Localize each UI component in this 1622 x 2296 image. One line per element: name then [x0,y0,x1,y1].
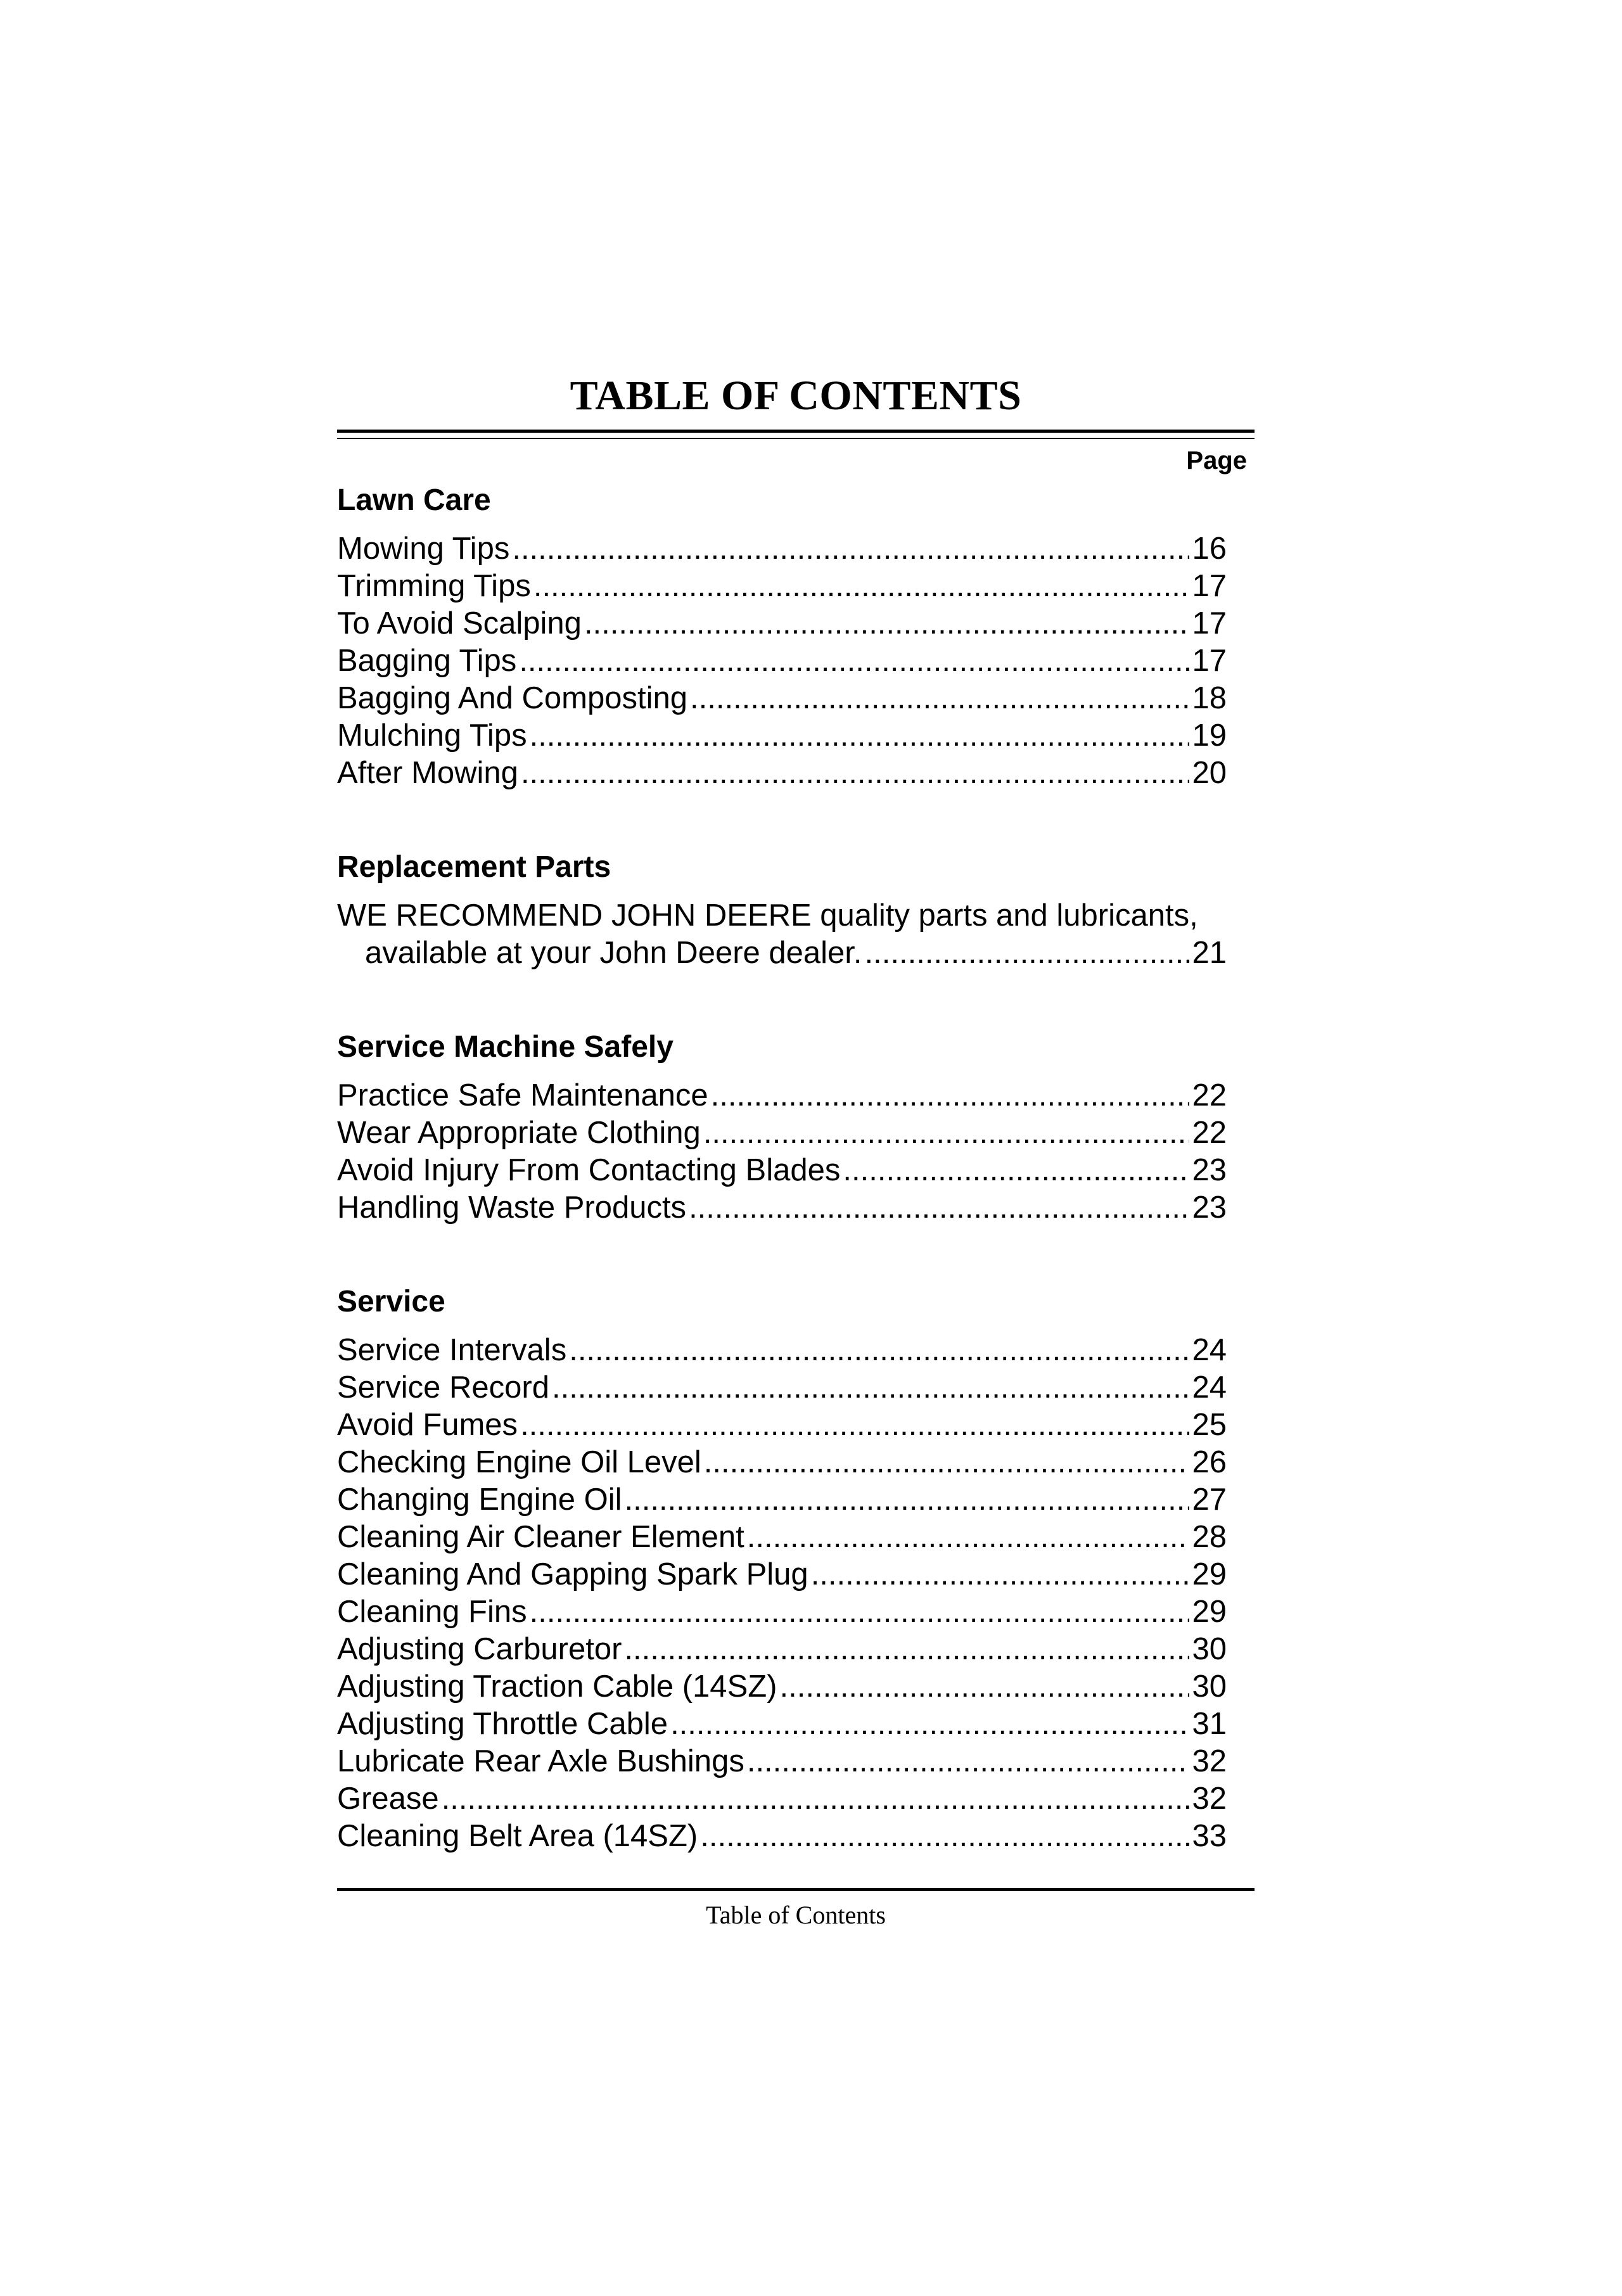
section-heading: Replacement Parts [337,850,611,884]
section-heading: Service Machine Safely [337,1030,674,1064]
toc-entry[interactable] [337,530,1227,568]
toc-entry-page: 25 [1192,1408,1227,1442]
toc-entry-list [337,530,1227,792]
toc-entry-title: Adjusting Traction Cable (14SZ) [337,1669,777,1704]
page-column-label: Page [1186,447,1247,475]
toc-entry-page: 30 [1192,1632,1227,1666]
toc-entry[interactable] [337,1152,1227,1189]
toc-entry-page: 20 [1192,756,1227,790]
toc-entry-title: Practice Safe Maintenance [337,1078,708,1113]
toc-entry[interactable] [337,755,1227,792]
toc-entry-title: Cleaning And Gapping Spark Plug [337,1557,808,1591]
toc-entry-page: 17 [1192,569,1227,603]
toc-entry-page: 17 [1192,606,1227,641]
toc-entry-title: Cleaning Fins [337,1595,527,1629]
toc-entry-title: Service Record [337,1370,549,1405]
toc-entry[interactable] [337,1743,1227,1780]
toc-entry-page: 23 [1192,1153,1227,1187]
dot-leader [690,680,1189,717]
section-heading: Service [337,1285,445,1318]
toc-entry[interactable] [337,717,1227,755]
toc-entry-title: Adjusting Throttle Cable [337,1707,668,1741]
toc-entry-page: 33 [1192,1819,1227,1853]
dot-leader [530,1593,1190,1631]
toc-entry-page: 18 [1192,681,1227,715]
toc-entry-list [337,1332,1227,1855]
toc-entry[interactable] [337,568,1227,605]
toc-entry[interactable] [337,1077,1227,1114]
dot-leader [747,1519,1190,1556]
dot-leader [442,1780,1190,1818]
dot-leader [512,530,1189,568]
toc-entry-page: 31 [1192,1707,1227,1741]
page-title: TABLE OF CONTENTS [570,373,1022,419]
toc-entry[interactable] [337,1114,1227,1152]
toc-entry[interactable] [337,605,1227,642]
toc-entry[interactable] [337,680,1227,717]
toc-entry-title: Wear Appropriate Clothing [337,1116,701,1150]
toc-entry-page: 17 [1192,644,1227,678]
dot-leader [670,1706,1189,1743]
toc-entry-title: Avoid Injury From Contacting Blades [337,1153,841,1187]
dot-leader [519,642,1189,680]
toc-entry[interactable] [337,1406,1227,1444]
toc-entry[interactable] [337,1519,1227,1556]
toc-entry-page: 26 [1192,1445,1227,1479]
dot-leader [689,1189,1189,1227]
toc-entry[interactable] [337,642,1227,680]
dot-leader [843,1152,1189,1189]
toc-page [337,367,1255,1908]
toc-entry[interactable] [337,1332,1227,1369]
toc-entry-page: 27 [1192,1483,1227,1517]
dot-leader [533,568,1190,605]
toc-entry-title: Mulching Tips [337,718,527,753]
dot-leader [569,1332,1189,1369]
dot-leader [711,1077,1190,1114]
toc-entry-page: 22 [1192,1116,1227,1150]
dot-leader [747,1743,1190,1780]
dot-leader [624,1631,1189,1668]
toc-note[interactable] [337,897,1227,972]
toc-entry-page: 16 [1192,532,1227,566]
toc-entry-title: Cleaning Belt Area (14SZ) [337,1819,698,1853]
toc-entry[interactable] [337,1444,1227,1481]
toc-entry[interactable] [337,1481,1227,1519]
dot-leader [521,755,1190,792]
dot-leader [780,1668,1190,1706]
toc-entry-page: 22 [1192,1078,1227,1113]
toc-entry[interactable] [337,1631,1227,1668]
toc-entry[interactable] [337,1593,1227,1631]
toc-entry-title: Trimming Tips [337,569,531,603]
toc-entry-title: available at your John Deere dealer. [365,936,862,970]
toc-entry[interactable] [337,1668,1227,1706]
dot-leader [703,1114,1190,1152]
dot-leader [700,1818,1189,1855]
toc-entry[interactable] [337,1369,1227,1406]
toc-entry-title: Cleaning Air Cleaner Element [337,1520,744,1554]
toc-entry[interactable] [337,1706,1227,1743]
dot-leader [811,1556,1190,1593]
title-double-rule [337,430,1255,439]
toc-entry-page: 29 [1192,1557,1227,1591]
toc-entry-title: Bagging And Composting [337,681,687,715]
toc-entry-title: Checking Engine Oil Level [337,1445,701,1479]
toc-entry-page: 29 [1192,1595,1227,1629]
toc-entry[interactable] [337,1780,1227,1818]
toc-entry-page: 21 [1192,936,1227,970]
footer-rule [337,1888,1255,1891]
toc-entry-title: Mowing Tips [337,532,510,566]
toc-entry-title: Grease [337,1782,439,1816]
toc-entry-title: Bagging Tips [337,644,517,678]
toc-entry-page: 19 [1192,718,1227,753]
toc-entry-title: Handling Waste Products [337,1190,687,1225]
dot-leader [624,1481,1189,1519]
dot-leader [704,1444,1190,1481]
toc-entry-title: Service Intervals [337,1333,567,1367]
toc-entry-title: Adjusting Carburetor [337,1632,622,1666]
toc-section-replacement-parts [337,845,1255,972]
toc-entry[interactable] [337,1818,1227,1855]
toc-entry[interactable] [337,1189,1227,1227]
toc-entry-page: 24 [1192,1370,1227,1405]
toc-entry-page: 32 [1192,1782,1227,1816]
page-footer: Table of Contents [706,1901,886,1929]
dot-leader [865,934,1190,972]
toc-note-line: WE RECOMMEND JOHN DEERE quality parts and lubricants, [337,898,1198,933]
dot-leader [552,1369,1190,1406]
toc-entry[interactable] [337,1556,1227,1593]
toc-entry-list [337,1077,1227,1227]
toc-entry-title: To Avoid Scalping [337,606,582,641]
toc-note-entry [337,934,1227,972]
section-heading: Lawn Care [337,483,491,517]
toc-section-service [337,1280,1255,1855]
toc-entry-page: 28 [1192,1520,1227,1554]
dot-leader [520,1406,1189,1444]
toc-section-lawn-care [337,478,1255,792]
toc-entry-page: 32 [1192,1744,1227,1778]
dot-leader [584,605,1190,642]
toc-entry-title: Avoid Fumes [337,1408,518,1442]
dot-leader [530,717,1190,755]
toc-entry-title: Changing Engine Oil [337,1483,622,1517]
toc-section-service-machine-safely [337,1025,1255,1227]
toc-entry-page: 23 [1192,1190,1227,1225]
toc-entry-title: After Mowing [337,756,518,790]
toc-entry-title: Lubricate Rear Axle Bushings [337,1744,744,1778]
toc-entry-page: 24 [1192,1333,1227,1367]
toc-entry-page: 30 [1192,1669,1227,1704]
